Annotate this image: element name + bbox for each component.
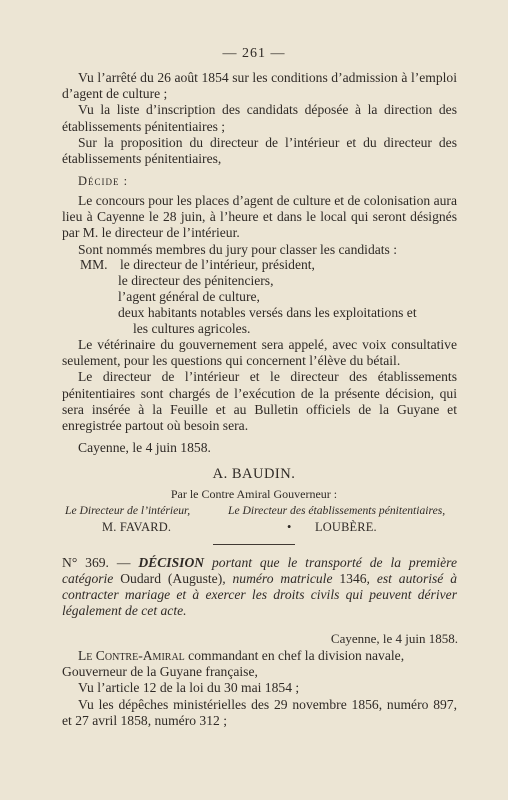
decision-text-b: , numéro matricule <box>222 571 340 586</box>
place-date: Cayenne, le 4 juin 1858. <box>78 440 211 455</box>
jury-mm: MM. <box>80 257 108 272</box>
signature-role-line: Par le Contre Amiral Gouverneur : <box>170 487 338 501</box>
preamble-paragraph-3: Sur la proposition du directeur de l’intérieur et du directeur des établissements pénitentiaires, <box>62 134 457 167</box>
governor-line-2: Gouverneur de la Guyane française, <box>62 664 258 680</box>
governor-line-1 <box>62 648 457 664</box>
decide-heading: Décide : <box>78 174 129 188</box>
page-number: — 261 — <box>222 46 286 61</box>
decision-body <box>62 193 457 258</box>
governor-title-rest: commandant en chef la division navale, <box>184 648 405 663</box>
governor-line-4: Vu les dépêches ministérielles des 29 novembre 1856, numéro 897, et 27 avril 1858, numéro 312 ; <box>62 696 457 728</box>
body-paragraph-2: Sont nommés membres du jury pour classer les candidats : <box>78 241 398 257</box>
closing-paragraph-1: Le vétérinaire du gouvernement sera appelé, avec voix consultative seulement, pour les questions qui concernent l’élève du bétail. <box>62 337 457 369</box>
jury-member-4: deux habitants notables versés dans les exploitations et <box>118 305 417 320</box>
decision-heading-block <box>62 555 457 619</box>
bullet-mark: • <box>287 520 292 534</box>
closing-body <box>62 337 457 434</box>
right-signer-name: LOUBÈRE. <box>315 520 377 534</box>
right-signer-title: Le Directeur des établissements pénitentiaires, <box>228 504 446 517</box>
governor-line-3: Vu l’article 12 de la loi du 30 mai 1854 ; <box>78 680 300 696</box>
decision-title: DÉCISION <box>138 555 205 570</box>
jury-member-5: les cultures agricoles. <box>133 321 251 336</box>
preamble-paragraph-2: Vu la liste d’inscription des candidats déposée à la direction des établissements pénitentiaires ; <box>62 102 457 134</box>
jury-member-1: le directeur de l’intérieur, président, <box>119 257 315 272</box>
left-signer-name: M. FAVARD. <box>102 520 172 534</box>
decision-matricule: 1346 <box>339 571 367 586</box>
signature-name: A. BAUDIN. <box>212 466 296 482</box>
decision-text-a: portant que le transporté de la première catégorie <box>62 555 457 586</box>
decision-date: Cayenne, le 4 juin 1858. <box>330 631 458 646</box>
decision-text-c: , est autorisé à contracter mariage et à exercer les droits civils qui peuvent dériver légalement de cet acte. <box>62 571 458 618</box>
body-paragraph-1: Le concours pour les places d’agent de culture et de colonisation aura lieu à Cayenne le 28 juin, à l’heure et dans le local qui seront désignés par M. le directeur de l’intérieur. <box>62 193 457 241</box>
jury-member-2: le directeur des pénitenciers, <box>118 273 274 288</box>
governor-title: Le Contre-Amiral <box>78 648 185 663</box>
jury-line-1 <box>80 257 457 273</box>
closing-paragraph-2: Le directeur de l’intérieur et le directeur des établissements pénitentiaires sont chargés de l’exécution de la présente décision, qui sera insérée à la Feuille et au Bulletin officiels de la Guyane et enregistrée partout où besoin sera. <box>62 369 457 434</box>
decision-transportee-name: Oudard (Auguste) <box>120 571 223 586</box>
section-divider <box>213 544 295 545</box>
decision-number: N° 369. — <box>62 555 131 570</box>
preamble <box>62 70 457 167</box>
jury-member-3: l’agent général de culture, <box>118 289 260 304</box>
left-signer-title: Le Directeur de l’intérieur, <box>65 504 191 517</box>
governor-block <box>62 648 457 729</box>
preamble-paragraph-1: Vu l’arrêté du 26 août 1854 sur les conditions d’admission à l’emploi d’agent de culture ; <box>62 70 457 102</box>
